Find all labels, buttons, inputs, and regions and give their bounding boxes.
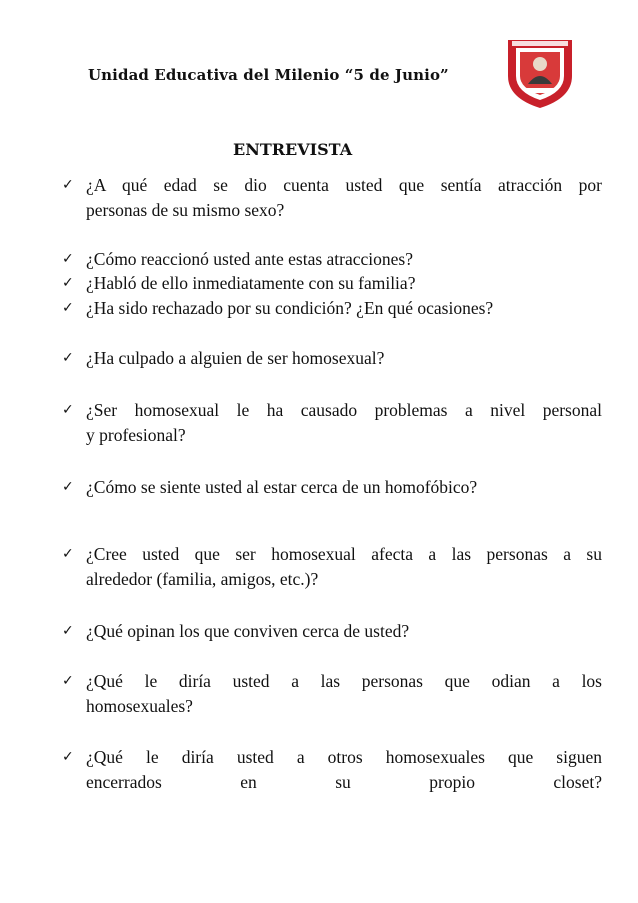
check-icon: ✓ bbox=[62, 479, 74, 495]
check-icon: ✓ bbox=[62, 177, 74, 193]
question-line: ¿Qué opinan los que conviven cerca de usted? bbox=[86, 621, 410, 641]
question-line: ¿Cómo reaccionó usted ante estas atracciones? bbox=[86, 249, 414, 269]
school-name: Unidad Educativa del Milenio “5 de Junio” bbox=[88, 66, 449, 84]
question-item bbox=[62, 475, 602, 500]
question-line: ¿Cómo se siente usted al estar cerca de un homofóbico? bbox=[86, 477, 478, 497]
top-banner bbox=[512, 41, 568, 46]
question-line: ¿A qué edad se dio cuenta usted que sentía atracción por bbox=[86, 175, 602, 195]
question-line: y profesional? bbox=[86, 425, 186, 445]
question-item bbox=[62, 271, 602, 296]
question-line: ¿Ha culpado a alguien de ser homosexual? bbox=[86, 348, 385, 368]
question-line: ¿Qué le diría usted a las personas que odian a los bbox=[86, 671, 602, 691]
banner-ribbon bbox=[526, 88, 554, 93]
question-line: encerrados en su propio closet? bbox=[86, 772, 602, 792]
check-icon: ✓ bbox=[62, 350, 74, 366]
question-item bbox=[62, 296, 602, 321]
question-item bbox=[62, 669, 602, 719]
question-line: alrededor (familia, amigos, etc.)? bbox=[86, 569, 319, 589]
question-item bbox=[62, 173, 602, 223]
school-crest-logo bbox=[500, 32, 580, 112]
check-icon: ✓ bbox=[62, 673, 74, 689]
question-item bbox=[62, 542, 602, 592]
check-icon: ✓ bbox=[62, 300, 74, 316]
question-line: ¿Qué le diría usted a otros homosexuales que siguen bbox=[86, 747, 602, 767]
question-line: ¿Cree usted que ser homosexual afecta a las personas a su bbox=[86, 544, 602, 564]
check-icon: ✓ bbox=[62, 546, 74, 562]
check-icon: ✓ bbox=[62, 749, 74, 765]
question-item bbox=[62, 346, 602, 371]
question-line: ¿Ser homosexual le ha causado problemas a nivel personal bbox=[86, 400, 602, 420]
question-item bbox=[62, 247, 602, 272]
question-line: personas de su mismo sexo? bbox=[86, 200, 285, 220]
check-icon: ✓ bbox=[62, 275, 74, 291]
check-icon: ✓ bbox=[62, 623, 74, 639]
question-item bbox=[62, 398, 602, 448]
document-heading: ENTREVISTA bbox=[233, 140, 353, 159]
question-line: ¿Habló de ello inmediatamente con su familia? bbox=[86, 273, 416, 293]
portrait-head bbox=[533, 57, 547, 71]
question-item bbox=[62, 745, 602, 795]
question-line: homosexuales? bbox=[86, 696, 193, 716]
check-icon: ✓ bbox=[62, 402, 74, 418]
question-item bbox=[62, 619, 602, 644]
check-icon: ✓ bbox=[62, 251, 74, 267]
question-line: ¿Ha sido rechazado por su condición? ¿En qué ocasiones? bbox=[86, 298, 494, 318]
